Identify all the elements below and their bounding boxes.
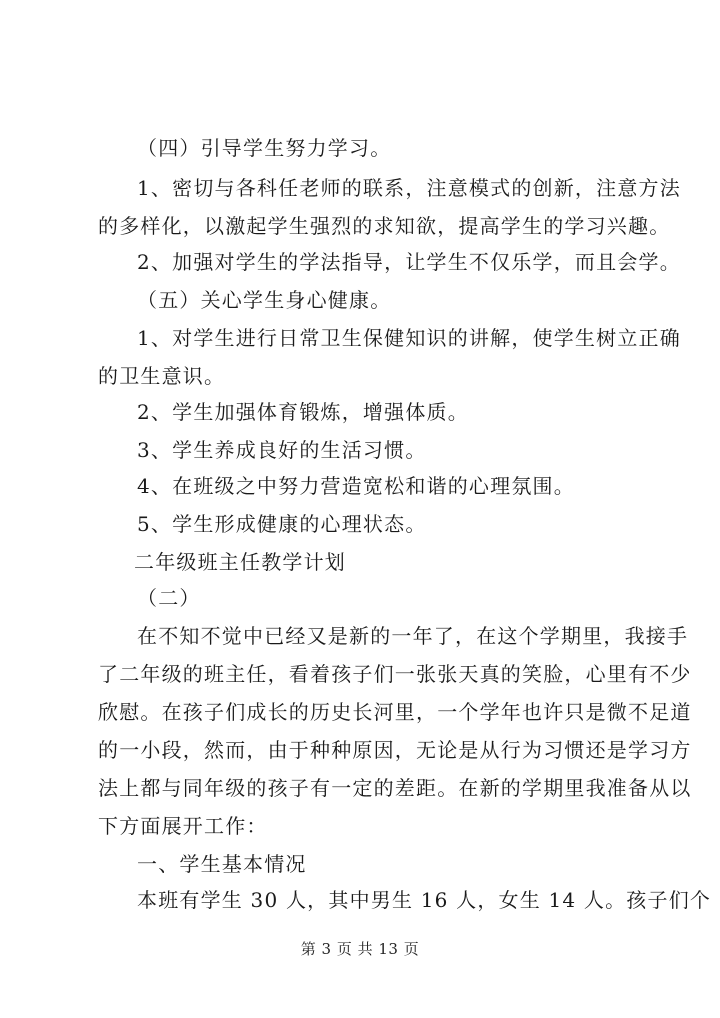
paragraph-line: 在不知不觉中已经又是新的一年了，在这个学期里，我接手 (137, 624, 689, 648)
paragraph-line: 下方面展开工作： (98, 814, 268, 838)
paragraph-line: 的多样化，以激起学生强烈的求知欲，提高学生的学习兴趣。 (98, 214, 671, 238)
paragraph-line: 5、学生形成健康的心理状态。 (137, 512, 427, 536)
paragraph-line: 2、学生加强体育锻炼，增强体质。 (137, 400, 469, 424)
paragraph-line: 1、对学生进行日常卫生保健知识的讲解，使学生树立正确 (137, 326, 681, 350)
section-heading-5: （五）关心学生身心健康。 (137, 288, 392, 312)
document-subtitle: 二年级班主任教学计划 (134, 550, 346, 574)
paragraph-line: 了二年级的班主任，看着孩子们一张张天真的笑脸，心里有不少 (98, 662, 692, 686)
paragraph-line: 的一小段，然而，由于种种原因，无论是从行为习惯还是学习方 (98, 738, 692, 762)
paragraph-line: 本班有学生 30 人，其中男生 16 人，女生 14 人。孩子们个 (137, 888, 712, 912)
section-number: （二） (137, 586, 201, 610)
paragraph-line: 欣慰。在孩子们成长的历史长河里，一个学年也许只是微不足道 (98, 700, 692, 724)
paragraph-line: 3、学生养成良好的生活习惯。 (137, 438, 427, 462)
paragraph-line: 法上都与同年级的孩子有一定的差距。在新的学期里我准备从以 (98, 776, 692, 800)
paragraph-line: 4、在班级之中努力营造宽松和谐的心理氛围。 (137, 474, 575, 498)
section-heading-students: 一、学生基本情况 (137, 852, 307, 876)
paragraph-line: 的卫生意识。 (98, 364, 226, 388)
section-heading-4: （四）引导学生努力学习。 (137, 136, 392, 160)
page-number-footer: 第 3 页 共 13 页 (300, 940, 420, 958)
paragraph-line: 1、密切与各科任老师的联系，注意模式的创新，注意方法 (137, 176, 681, 200)
paragraph-line: 2、加强对学生的学法指导，让学生不仅乐学，而且会学。 (137, 250, 681, 274)
